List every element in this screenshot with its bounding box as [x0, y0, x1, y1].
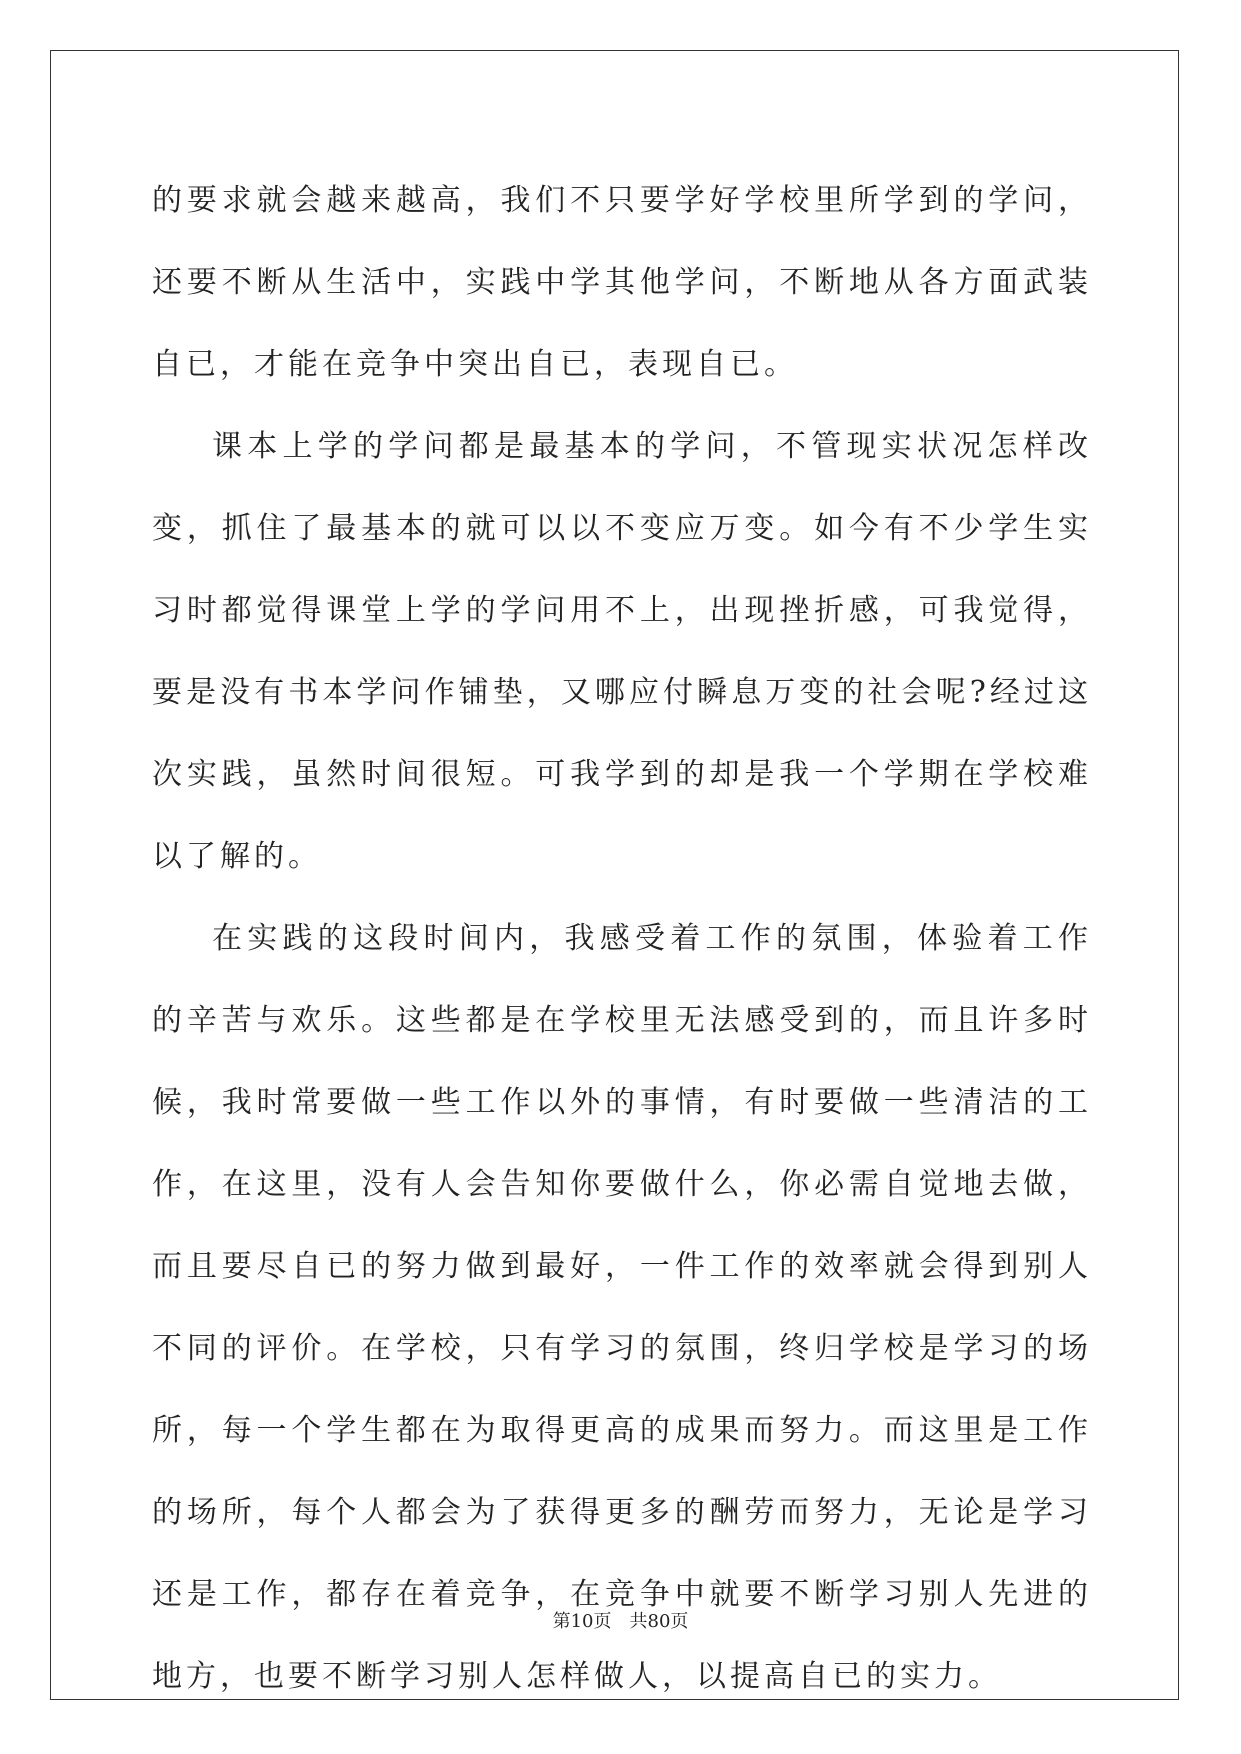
document-body: [152, 160, 1092, 1718]
paragraph-1: 的要求就会越来越高，我们不只要学好学校里所学到的学问，还要不断从生活中，实践中学其他学问，不断地从各方面武装自已，才能在竞争中突出自已，表现自已。: [152, 183, 1092, 382]
paragraph-3: 在实践的这段时间内，我感受着工作的氛围，体验着工作的辛苦与欢乐。这些都是在学校里无法感受到的，而且许多时候，我时常要做一些工作以外的事情，有时要做一些清洁的工作，在这里，没有人会告知你要做什么，你必需自觉地去做，而且要尽自已的努力做到最好，一件工作的效率就会得到别人不同的评价。在学校，只有学习的氛围，终归学校是学习的场所，每一个学生都在为取得更高的成果而努力。而这里是工作的场所，每个人都会为了获得更多的酬劳而努力，无论是学习还是工作，都存在着竞争，在竞争中就要不断学习别人先进的地方，也要不断学习别人怎样做人，以提高自已的实力。: [152, 921, 1092, 1694]
page-number-footer: 第10页 共80页: [552, 1611, 689, 1632]
paragraph-2: 课本上学的学问都是最基本的学问，不管现实状况怎样改变，抓住了最基本的就可以以不变应万变。如今有不少学生实习时都觉得课堂上学的学问用不上，出现挫折感，可我觉得，要是没有书本学问作铺垫，又哪应付瞬息万变的社会呢?经过这次实践，虽然时间很短。可我学到的却是我一个学期在学校难以了解的。: [152, 429, 1092, 874]
